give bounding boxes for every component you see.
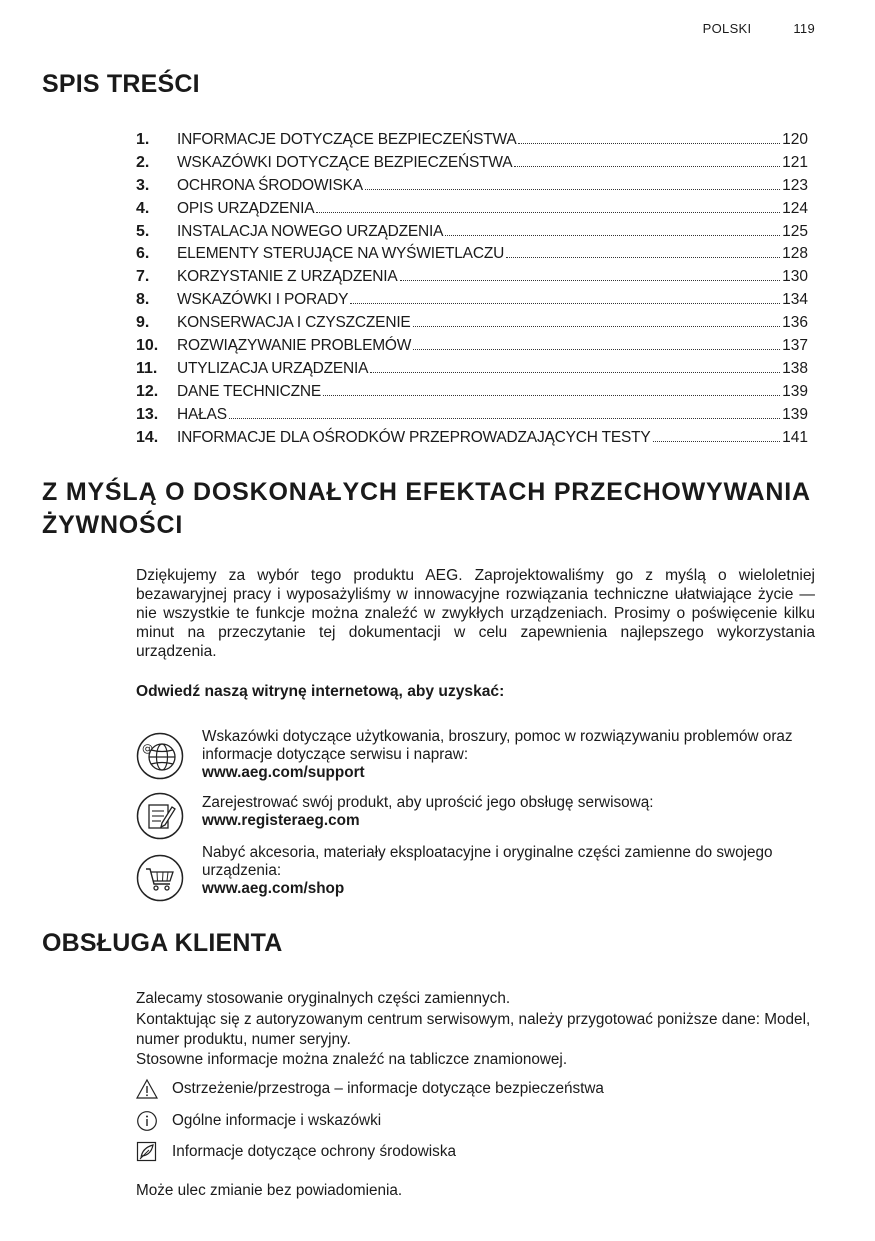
- support-url[interactable]: www.aeg.com/support: [202, 764, 365, 781]
- toc-leader: [370, 372, 780, 373]
- toc-item-number: 12.: [136, 382, 159, 400]
- service-title: OBSŁUGA KLIENTA: [42, 929, 283, 957]
- toc-item-number: 8.: [136, 291, 150, 309]
- toc-leader: [316, 212, 780, 213]
- toc-leader: [518, 143, 780, 144]
- legend-environment-text: Informacje dotyczące ochrony środowiska: [172, 1143, 456, 1160]
- legend-warning: [136, 1078, 604, 1100]
- toc-item-label: INFORMACJE DOTYCZĄCE BEZPIECZEŃSTWA: [177, 131, 517, 148]
- toc-item-number: 11.: [136, 359, 158, 377]
- warning-icon: [136, 1078, 158, 1100]
- toc-item[interactable]: [136, 337, 808, 360]
- legend-info-text: Ogólne informacje i wskazówki: [172, 1112, 382, 1129]
- toc-item-number: 10.: [136, 337, 159, 355]
- toc-item-page: 138: [782, 359, 808, 377]
- toc-item-number: 4.: [136, 199, 150, 217]
- change-notice: Może ulec zmianie bez powiadomienia.: [136, 1182, 403, 1199]
- toc-item[interactable]: [136, 360, 808, 383]
- toc-item[interactable]: [136, 200, 808, 223]
- toc-leader: [413, 349, 780, 350]
- toc-item-label: WSKAZÓWKI I PORADY: [177, 291, 349, 309]
- toc-leader: [350, 303, 780, 304]
- toc-item-label: KORZYSTANIE Z URZĄDZENIA: [177, 268, 398, 286]
- toc-item-page: 139: [782, 405, 808, 423]
- toc-item[interactable]: [136, 154, 808, 177]
- page-number: 119: [793, 21, 815, 36]
- cart-icon: [136, 854, 184, 902]
- toc-item-number: 6.: [136, 245, 150, 263]
- toc-leader: [323, 395, 780, 396]
- toc-leader: [445, 235, 780, 236]
- toc-item-number: 2.: [136, 153, 150, 171]
- register-link-text: Zarejestrować swój produkt, aby uprościć jego obsługę serwisową:: [202, 794, 654, 811]
- toc-item[interactable]: [136, 245, 808, 268]
- toc-item[interactable]: [136, 406, 808, 429]
- toc-item[interactable]: [136, 383, 808, 406]
- toc-item-number: 3.: [136, 176, 150, 194]
- toc-item-page: 137: [782, 337, 808, 355]
- intro-paragraph: Dziękujemy za wybór tego produktu AEG. Zaprojektowaliśmy go z myślą o wieloletniej bezawaryjnej pracy i wyposażyliśmy w innowacyjne rozwiązania techniczne ułatwiające życie — nie wszystkie te funkcje można znaleźć w zwykłych urządzeniach. Prosimy o poświęcenie kilku minut na przeczytanie tej dokumentacji w celu zapewnienia najlepszego wykorzystania urządzenia.: [136, 567, 815, 660]
- support-link-text: Wskazówki dotyczące użytkowania, broszury, pomoc w rozwiązywaniu problemów oraz informacje dotyczące serwisu i napraw:: [202, 728, 793, 763]
- toc-item[interactable]: [136, 131, 808, 154]
- toc-item-number: 14.: [136, 428, 159, 446]
- register-icon: [136, 792, 184, 840]
- toc-item-page: 121: [782, 153, 808, 171]
- svg-text:@: @: [142, 742, 153, 755]
- toc-item-label: HAŁAS: [177, 405, 227, 423]
- register-url[interactable]: www.registeraeg.com: [202, 812, 360, 829]
- toc-item-page: 141: [782, 428, 808, 446]
- toc-leader: [653, 441, 781, 442]
- toc-leader: [506, 257, 780, 258]
- toc-item-page: 125: [782, 222, 808, 240]
- toc-item-label: INSTALACJA NOWEGO URZĄDZENIA: [177, 222, 444, 240]
- toc-item-label: DANE TECHNICZNE: [177, 382, 321, 400]
- toc-item-page: 124: [782, 199, 808, 217]
- globe-icon: [136, 732, 184, 780]
- toc-item-label: UTYLIZACJA URZĄDZENIA: [177, 359, 369, 377]
- toc-item[interactable]: [136, 291, 808, 314]
- service-line-3: Stosowne informacje można znaleźć na tabliczce znamionowej.: [136, 1051, 568, 1068]
- toc-item-label: OCHRONA ŚRODOWISKA: [177, 176, 363, 194]
- legend-environment: [136, 1141, 456, 1163]
- toc-item-label: KONSERWACJA I CZYSZCZENIE: [177, 314, 411, 332]
- visit-heading: Odwiedź naszą witrynę internetową, aby uzyskać:: [136, 683, 505, 700]
- legend-info: [136, 1110, 381, 1132]
- service-line-1: Zalecamy stosowanie oryginalnych części zamiennych.: [136, 990, 511, 1007]
- shop-url[interactable]: www.aeg.com/shop: [202, 880, 345, 897]
- toc-item-page: 120: [782, 131, 808, 148]
- language-label: POLSKI: [702, 21, 752, 36]
- toc-item-number: 5.: [136, 222, 150, 240]
- toc-item[interactable]: [136, 429, 808, 452]
- toc-item-page: 134: [782, 291, 808, 309]
- toc-item[interactable]: [136, 177, 808, 200]
- environment-icon: [136, 1141, 158, 1163]
- service-line-2: Kontaktując się z autoryzowanym centrum serwisowym, należy przygotować poniższe dane: Model, numer produktu, numer seryjny.: [136, 1011, 811, 1048]
- toc-title: SPIS TREŚCI: [42, 70, 200, 98]
- toc-item-page: 130: [782, 268, 808, 286]
- toc-leader: [514, 166, 780, 167]
- toc-item-number: 7.: [136, 268, 150, 286]
- table-of-contents: [136, 131, 808, 451]
- toc-item-label: INFORMACJE DLA OŚRODKÓW PRZEPROWADZAJĄCYCH TESTY: [177, 428, 651, 446]
- toc-item[interactable]: [136, 268, 808, 291]
- toc-item[interactable]: [136, 223, 808, 246]
- toc-item-page: 139: [782, 382, 808, 400]
- toc-item-number: 13.: [136, 405, 159, 423]
- toc-item-label: OPIS URZĄDZENIA: [177, 199, 315, 217]
- info-icon: [136, 1110, 158, 1132]
- legend-warning-text: Ostrzeżenie/przestroga – informacje dotyczące bezpieczeństwa: [172, 1080, 604, 1097]
- toc-item-page: 136: [782, 314, 808, 332]
- toc-item-number: 1.: [136, 131, 150, 148]
- toc-leader: [365, 189, 780, 190]
- toc-leader: [400, 280, 781, 281]
- toc-item-label: ELEMENTY STERUJĄCE NA WYŚWIETLACZU: [177, 245, 505, 263]
- toc-item[interactable]: [136, 314, 808, 337]
- shop-link-text: Nabyć akcesoria, materiały eksploatacyjne i oryginalne części zamienne do swojego urządzenia:: [202, 844, 773, 879]
- toc-item-page: 123: [782, 176, 808, 194]
- toc-item-number: 9.: [136, 314, 150, 332]
- toc-leader: [229, 418, 780, 419]
- intro-title: Z MYŚLĄ O DOSKONAŁYCH EFEKTACH PRZECHOWYWANIA ŻYWNOŚCI: [42, 478, 810, 539]
- toc-item-page: 128: [782, 245, 808, 263]
- toc-leader: [413, 326, 781, 327]
- toc-item-label: ROZWIĄZYWANIE PROBLEMÓW: [177, 337, 412, 355]
- page-header: [703, 21, 815, 36]
- toc-item-label: WSKAZÓWKI DOTYCZĄCE BEZPIECZEŃSTWA: [177, 153, 513, 171]
